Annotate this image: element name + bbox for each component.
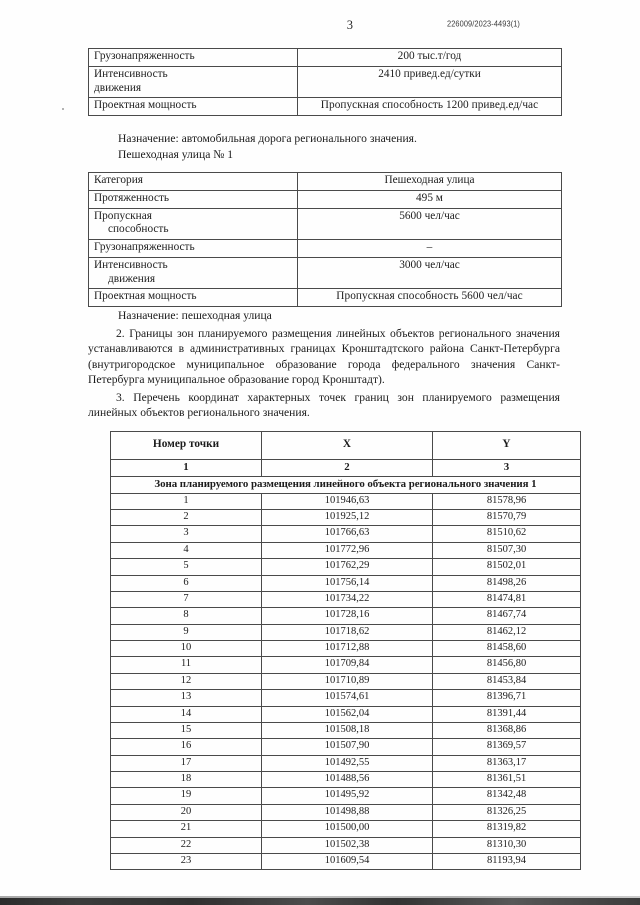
cell-point-number: 11 [111,657,262,673]
table-row [111,624,581,640]
cell-point-number: 14 [111,706,262,722]
cell-y: 81342,48 [433,788,581,804]
pedestrian-street-parameters-table [88,172,562,307]
cell-point-number: 8 [111,608,262,624]
cell-x: 101609,54 [262,853,433,869]
row-value: 2410 привед.ед/сутки [298,66,562,98]
table-row [111,788,581,804]
column-index-3: 3 [433,460,581,477]
cell-x: 101500,00 [262,821,433,837]
cell-point-number: 2 [111,510,262,526]
document-reference-stamp: 226009/2023-4493(1) [447,18,520,29]
table-row [111,591,581,607]
table-row [111,837,581,853]
table-row [111,608,581,624]
cell-x: 101495,92 [262,788,433,804]
cell-point-number: 3 [111,526,262,542]
cell-x: 101507,90 [262,739,433,755]
cell-point-number: 15 [111,722,262,738]
table-row [111,575,581,591]
cell-x: 101756,14 [262,575,433,591]
cell-y: 81391,44 [433,706,581,722]
coordinates-column-number-row [111,460,581,477]
cell-x: 101946,63 [262,493,433,509]
page-number: 3 [346,18,354,32]
coordinates-table-body [111,493,581,870]
cell-x: 101718,62 [262,624,433,640]
paragraph-item-2 [88,326,560,387]
table-row [89,257,562,289]
cell-x: 101492,55 [262,755,433,771]
scan-bottom-edge-artifact [0,898,640,905]
pedestrian-street-parameters-body [89,173,562,307]
cell-x: 101562,04 [262,706,433,722]
row-label: Грузонапряженность [89,49,298,67]
table-row [89,289,562,307]
cell-point-number: 17 [111,755,262,771]
row-value: 200 тыс.т/год [298,49,562,67]
column-index-2: 2 [262,460,433,477]
table-row [111,542,581,558]
cell-point-number: 19 [111,788,262,804]
cell-x: 101712,88 [262,641,433,657]
cell-x: 101728,16 [262,608,433,624]
paragraph-item-3 [88,390,560,421]
coordinates-zone-title-row [111,476,581,493]
row-label-line2: движения [108,272,156,285]
cell-y: 81570,79 [433,510,581,526]
column-index-1: 1 [111,460,262,477]
column-header-y: Y [433,432,581,460]
cell-point-number: 18 [111,772,262,788]
row-value: Пешеходная улица [298,173,562,191]
table-row [111,559,581,575]
table-row [111,722,581,738]
cell-point-number: 10 [111,641,262,657]
column-header-point-number: Номер точки [111,432,262,460]
coordinates-header-row [111,432,581,460]
cell-x: 101766,63 [262,526,433,542]
table-row [111,853,581,869]
coordinates-table-head [111,432,581,494]
table-row [111,739,581,755]
cell-point-number: 1 [111,493,262,509]
paragraph-item-3-text: 3. Перечень координат характерных точек границ зон планируемого размещения линейных объектов регионального значения. [88,391,560,420]
cell-x: 101734,22 [262,591,433,607]
table-row [111,706,581,722]
cell-y: 81326,25 [433,804,581,820]
cell-x: 101502,38 [262,837,433,853]
cell-y: 81319,82 [433,821,581,837]
row-label-line1: Интенсивность [94,258,168,271]
cell-point-number: 20 [111,804,262,820]
cell-y: 81363,17 [433,755,581,771]
scan-speck-artifact [62,108,64,110]
cell-point-number: 6 [111,575,262,591]
cell-y: 81467,74 [433,608,581,624]
row-value: – [298,240,562,258]
cell-y: 81396,71 [433,690,581,706]
cell-point-number: 12 [111,673,262,689]
table-row [111,821,581,837]
table-row [111,690,581,706]
pedestrian-street-title: Пешеходная улица № 1 [118,148,234,161]
cell-y: 81193,94 [433,853,581,869]
cell-x: 101488,56 [262,772,433,788]
table-row [89,240,562,258]
cell-point-number: 7 [111,591,262,607]
cell-point-number: 5 [111,559,262,575]
cell-y: 81502,01 [433,559,581,575]
column-header-x: X [262,432,433,460]
road-parameters-body [89,49,562,116]
cell-y: 81474,81 [433,591,581,607]
cell-x: 101925,12 [262,510,433,526]
row-label: Грузонапряженность [89,240,298,258]
row-value: Пропускная способность 5600 чел/час [298,289,562,307]
table-row [89,208,562,240]
table-row [89,49,562,67]
row-label-line1: Интенсивность [94,67,168,80]
cell-x: 101709,84 [262,657,433,673]
row-value: 3000 чел/час [298,257,562,289]
cell-y: 81458,60 [433,641,581,657]
cell-x: 101508,18 [262,722,433,738]
row-label: Проектная мощность [89,98,298,116]
table-row [111,493,581,509]
row-value: 5600 чел/час [298,208,562,240]
cell-y: 81456,80 [433,657,581,673]
row-label: Протяженность [89,190,298,208]
table-row [89,190,562,208]
table-row [111,641,581,657]
table-row [111,804,581,820]
paragraph-item-2-text: 2. Границы зон планируемого размещения линейных объектов регионального значения устанавливаются в административных границах Кронштадтского района Санкт-Петербурга (внутригородское муниципальное образование города федерального значения Санкт-Петербурга муниципальное образование город Кронштадт). [88,327,560,386]
cell-x: 101762,29 [262,559,433,575]
cell-point-number: 13 [111,690,262,706]
row-value: 495 м [298,190,562,208]
row-label [89,257,298,289]
road-parameters-table [88,48,562,116]
row-label: Категория [89,173,298,191]
cell-y: 81369,57 [433,739,581,755]
table-row [89,173,562,191]
coordinates-table [110,431,581,870]
table-row [111,772,581,788]
cell-x: 101710,89 [262,673,433,689]
table-row [111,510,581,526]
cell-point-number: 21 [111,821,262,837]
purpose-road-note: Назначение: автомобильная дорога регионального значения. [118,132,417,145]
cell-y: 81462,12 [433,624,581,640]
cell-point-number: 4 [111,542,262,558]
cell-y: 81510,62 [433,526,581,542]
cell-y: 81310,30 [433,837,581,853]
row-label-line2: движения [94,81,142,94]
cell-x: 101574,61 [262,690,433,706]
cell-point-number: 22 [111,837,262,853]
cell-y: 81368,86 [433,722,581,738]
cell-y: 81507,30 [433,542,581,558]
cell-y: 81578,96 [433,493,581,509]
cell-x: 101772,96 [262,542,433,558]
cell-y: 81453,84 [433,673,581,689]
cell-y: 81498,26 [433,575,581,591]
table-row [111,755,581,771]
cell-point-number: 9 [111,624,262,640]
row-label: Проектная мощность [89,289,298,307]
row-label-line2: способность [108,223,169,236]
row-value: Пропускная способность 1200 привед.ед/час [298,98,562,116]
cell-y: 81361,51 [433,772,581,788]
row-label-line1: Пропускная [94,209,152,222]
cell-x: 101498,88 [262,804,433,820]
cell-point-number: 23 [111,853,262,869]
table-row [89,98,562,116]
row-label [89,66,298,98]
cell-point-number: 16 [111,739,262,755]
zone-title: Зона планируемого размещения линейного объекта регионального значения 1 [111,476,581,493]
purpose-pedestrian-note: Назначение: пешеходная улица [118,309,272,322]
row-label [89,208,298,240]
table-row [89,66,562,98]
table-row [111,526,581,542]
table-row [111,673,581,689]
table-row [111,657,581,673]
